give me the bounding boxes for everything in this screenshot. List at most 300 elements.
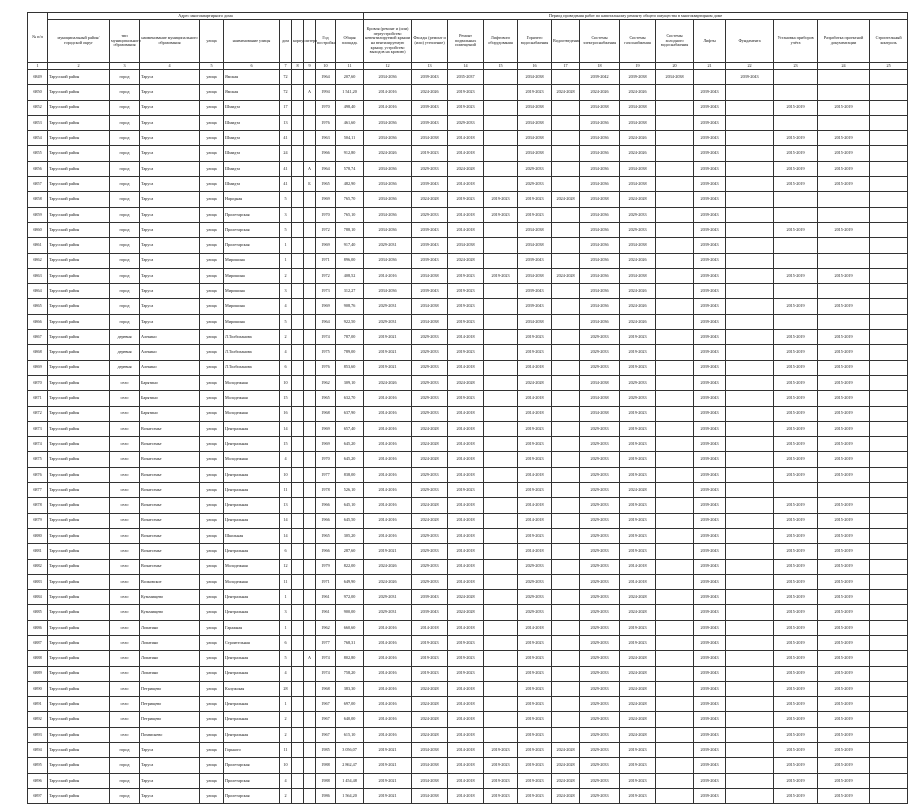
- table-cell: 2019-2023: [412, 651, 448, 666]
- table-cell: 1988: [316, 758, 336, 773]
- table-cell: 72: [280, 85, 292, 100]
- col-header-18: Системы электроснабжения: [580, 20, 620, 63]
- table-cell: 2029-2031: [364, 590, 412, 605]
- table-cell: [304, 697, 316, 712]
- table-cell: Алекино: [140, 330, 200, 345]
- table-cell: 2039-2043: [412, 238, 448, 253]
- table-cell: [292, 345, 304, 360]
- table-cell: [304, 666, 316, 681]
- table-row: [28, 559, 908, 574]
- table-cell: 660,60: [336, 620, 364, 635]
- table-cell: [552, 391, 580, 406]
- table-cell: [552, 712, 580, 727]
- table-cell: 6849: [28, 70, 48, 85]
- table-cell: Тарусский район: [48, 299, 110, 314]
- table-cell: 2: [280, 788, 292, 803]
- table-cell: [656, 330, 694, 345]
- table-row: [28, 161, 908, 176]
- table-cell: 2029-2033: [518, 177, 552, 192]
- table-cell: 6853: [28, 115, 48, 130]
- table-cell: 2015-2019: [774, 161, 818, 176]
- table-cell: 2015-2019: [774, 681, 818, 696]
- table-row: [28, 544, 908, 559]
- table-cell: Вознесенье: [140, 559, 200, 574]
- table-cell: [726, 345, 774, 360]
- table-cell: 2035-2037: [448, 70, 484, 85]
- table-cell: [774, 85, 818, 100]
- table-cell: 1976: [316, 360, 336, 375]
- table-cell: 2024-2026: [364, 574, 412, 589]
- table-cell: 2029-2033: [580, 544, 620, 559]
- table-cell: 2024-2028: [412, 421, 448, 436]
- table-cell: [870, 651, 908, 666]
- table-cell: 2039-2043: [694, 483, 726, 498]
- table-cell: 1963: [316, 131, 336, 146]
- table-cell: Шмидта: [224, 177, 280, 192]
- table-cell: [292, 467, 304, 482]
- table-cell: село: [110, 513, 140, 528]
- table-cell: 2014-2018: [448, 437, 484, 452]
- table-cell: [552, 681, 580, 696]
- table-cell: 2019-2023: [448, 314, 484, 329]
- table-cell: 2 862,47: [336, 758, 364, 773]
- table-cell: 2015-2019: [774, 574, 818, 589]
- table-cell: 2019-2023: [484, 788, 518, 803]
- table-row: [28, 788, 908, 803]
- table-cell: [552, 467, 580, 482]
- table-cell: А: [304, 85, 316, 100]
- table-row: [28, 222, 908, 237]
- table-cell: [726, 146, 774, 161]
- table-cell: 2015-2019: [774, 177, 818, 192]
- table-cell: [292, 712, 304, 727]
- table-cell: Тарусский район: [48, 528, 110, 543]
- table-cell: Петрищево: [140, 712, 200, 727]
- table-cell: [726, 620, 774, 635]
- table-cell: 645,10: [336, 498, 364, 513]
- col-header-6: наименование улицы: [224, 20, 280, 63]
- table-cell: 2039-2043: [694, 360, 726, 375]
- col-header-21: Лифты: [694, 20, 726, 63]
- table-cell: [292, 605, 304, 620]
- table-cell: [818, 207, 870, 222]
- table-cell: 2015-2019: [774, 773, 818, 788]
- table-cell: 2019-2023: [518, 651, 552, 666]
- table-cell: [484, 360, 518, 375]
- table-cell: [552, 100, 580, 115]
- col-header-22: Фундамента: [726, 20, 774, 63]
- table-cell: 2014-2018: [448, 177, 484, 192]
- table-cell: [818, 115, 870, 130]
- table-row: [28, 437, 908, 452]
- table-cell: 2034-2036: [364, 253, 412, 268]
- table-cell: село: [110, 452, 140, 467]
- table-cell: [484, 437, 518, 452]
- table-cell: 6873: [28, 421, 48, 436]
- table-cell: село: [110, 727, 140, 742]
- table-cell: 2019-2023: [620, 528, 656, 543]
- table-cell: [292, 559, 304, 574]
- table-cell: 2039-2043: [694, 207, 726, 222]
- table-cell: [818, 284, 870, 299]
- table-cell: 2019-2023: [620, 544, 656, 559]
- table-cell: 3: [280, 207, 292, 222]
- table-cell: 2019-2023: [518, 666, 552, 681]
- table-cell: [552, 605, 580, 620]
- table-cell: 2034-2038: [620, 100, 656, 115]
- table-cell: 2029-2033: [448, 115, 484, 130]
- table-cell: 1977: [316, 635, 336, 650]
- table-cell: 2014-2016: [364, 712, 412, 727]
- table-cell: улица: [200, 253, 224, 268]
- table-cell: 912,80: [336, 146, 364, 161]
- table-cell: Тарусский район: [48, 131, 110, 146]
- table-cell: 2019-2023: [448, 284, 484, 299]
- table-row: [28, 635, 908, 650]
- table-cell: 2039-2043: [694, 758, 726, 773]
- table-cell: 2034-2036: [580, 299, 620, 314]
- table-cell: [484, 100, 518, 115]
- table-cell: [870, 131, 908, 146]
- col-number-13: 13: [412, 63, 448, 70]
- table-cell: [484, 253, 518, 268]
- table-cell: 2015-2019: [818, 605, 870, 620]
- table-cell: [304, 238, 316, 253]
- table-row: [28, 590, 908, 605]
- table-cell: Центральная: [224, 498, 280, 513]
- col-number-18: 18: [580, 63, 620, 70]
- table-cell: 2029-2033: [518, 574, 552, 589]
- table-cell: [870, 406, 908, 421]
- table-cell: 6896: [28, 773, 48, 788]
- table-cell: 2015-2019: [818, 712, 870, 727]
- table-cell: [552, 161, 580, 176]
- table-cell: 2039-2043: [412, 115, 448, 130]
- table-cell: 526,10: [336, 483, 364, 498]
- table-cell: 408,52: [336, 268, 364, 283]
- table-cell: [552, 590, 580, 605]
- table-cell: 12: [280, 559, 292, 574]
- table-cell: 2029-2033: [412, 406, 448, 421]
- table-cell: [726, 681, 774, 696]
- table-cell: Вознесенье: [140, 437, 200, 452]
- table-cell: 2039-2043: [694, 574, 726, 589]
- table-cell: 2014-2016: [364, 100, 412, 115]
- table-cell: [774, 314, 818, 329]
- table-cell: 6881: [28, 544, 48, 559]
- table-cell: 908,76: [336, 299, 364, 314]
- table-cell: [726, 758, 774, 773]
- table-cell: 2034-2038: [620, 115, 656, 130]
- table-cell: 6868: [28, 345, 48, 360]
- table-cell: 2014-2018: [448, 452, 484, 467]
- table-cell: 504,11: [336, 131, 364, 146]
- table-cell: 2014-2018: [518, 620, 552, 635]
- table-cell: Вознесенье: [140, 498, 200, 513]
- table-cell: [484, 605, 518, 620]
- table-cell: улица: [200, 421, 224, 436]
- table-cell: 2015-2019: [774, 513, 818, 528]
- table-cell: 1961: [316, 590, 336, 605]
- table-cell: Таруса: [140, 238, 200, 253]
- table-cell: Вознесенье: [140, 513, 200, 528]
- table-cell: 2039-2043: [694, 697, 726, 712]
- table-cell: 2039-2043: [694, 620, 726, 635]
- table-cell: село: [110, 712, 140, 727]
- table-cell: 2034-2038: [518, 222, 552, 237]
- table-cell: Центральная: [224, 421, 280, 436]
- table-cell: [552, 345, 580, 360]
- col-number-23: 23: [774, 63, 818, 70]
- table-cell: 1969: [316, 437, 336, 452]
- table-cell: 6888: [28, 651, 48, 666]
- table-cell: 2015-2019: [818, 146, 870, 161]
- table-cell: 2015-2019: [818, 590, 870, 605]
- table-cell: [870, 666, 908, 681]
- table-cell: 2039-2043: [694, 85, 726, 100]
- table-cell: 2039-2043: [694, 131, 726, 146]
- table-cell: [726, 437, 774, 452]
- table-cell: 2024-2026: [620, 314, 656, 329]
- table-cell: 2024-2026: [620, 131, 656, 146]
- table-cell: [726, 253, 774, 268]
- table-cell: улица: [200, 146, 224, 161]
- table-cell: [870, 238, 908, 253]
- table-cell: [304, 788, 316, 803]
- table-cell: 2039-2043: [694, 590, 726, 605]
- table-cell: 14: [280, 421, 292, 436]
- table-cell: 2019-2023: [484, 192, 518, 207]
- table-cell: 2039-2043: [694, 161, 726, 176]
- table-cell: 6879: [28, 513, 48, 528]
- table-cell: город: [110, 238, 140, 253]
- table-cell: 1967: [316, 697, 336, 712]
- table-cell: 2034-2036: [364, 284, 412, 299]
- table-cell: [304, 544, 316, 559]
- table-cell: 2034-2038: [580, 391, 620, 406]
- table-cell: 6893: [28, 727, 48, 742]
- table-cell: [870, 681, 908, 696]
- table-cell: 2029-2033: [620, 375, 656, 390]
- table-cell: 2019-2023: [620, 421, 656, 436]
- table-cell: 6889: [28, 666, 48, 681]
- table-cell: 2039-2043: [412, 177, 448, 192]
- table-cell: 1985: [316, 743, 336, 758]
- table-cell: 2029-2033: [580, 345, 620, 360]
- table-cell: 788,10: [336, 222, 364, 237]
- table-cell: 6864: [28, 284, 48, 299]
- table-cell: [292, 528, 304, 543]
- table-cell: [656, 314, 694, 329]
- table-cell: 2039-2043: [694, 651, 726, 666]
- table-cell: [484, 498, 518, 513]
- table-cell: 2014-2018: [448, 131, 484, 146]
- table-cell: 2014-2016: [364, 452, 412, 467]
- table-cell: [656, 360, 694, 375]
- table-row: [28, 483, 908, 498]
- table-cell: 1971: [316, 253, 336, 268]
- table-cell: 2024-2026: [620, 284, 656, 299]
- table-cell: 6862: [28, 253, 48, 268]
- table-cell: [292, 574, 304, 589]
- table-cell: 2014-2016: [364, 391, 412, 406]
- table-cell: улица: [200, 544, 224, 559]
- table-cell: 2015-2019: [818, 681, 870, 696]
- table-cell: 2019-2023: [448, 483, 484, 498]
- table-cell: 2034-2036: [580, 238, 620, 253]
- table-cell: [292, 635, 304, 650]
- table-cell: Центральная: [224, 605, 280, 620]
- table-cell: 2014-2018: [518, 467, 552, 482]
- table-cell: [726, 605, 774, 620]
- table-cell: [292, 360, 304, 375]
- table-cell: Шмидта: [224, 161, 280, 176]
- table-cell: 2024-2028: [412, 192, 448, 207]
- table-cell: [552, 666, 580, 681]
- table-cell: [656, 131, 694, 146]
- table-cell: 2014-2018: [448, 620, 484, 635]
- table-cell: город: [110, 192, 140, 207]
- table-cell: 2019-2023: [484, 758, 518, 773]
- table-cell: 2039-2043: [694, 375, 726, 390]
- col-header-10: Год постройки: [316, 20, 336, 63]
- table-cell: Тарусский район: [48, 574, 110, 589]
- table-cell: 2015-2019: [818, 559, 870, 574]
- table-cell: 2034-2038: [580, 406, 620, 421]
- table-cell: 2029-2033: [580, 727, 620, 742]
- table-cell: [656, 146, 694, 161]
- table-cell: 6869: [28, 360, 48, 375]
- table-cell: улица: [200, 666, 224, 681]
- table-cell: 789,00: [336, 345, 364, 360]
- table-cell: [292, 268, 304, 283]
- table-cell: 2039-2043: [412, 222, 448, 237]
- table-cell: улица: [200, 391, 224, 406]
- col-number-2: 2: [48, 63, 110, 70]
- table-cell: 2039-2043: [694, 299, 726, 314]
- table-cell: [726, 528, 774, 543]
- table-cell: 2029-2033: [412, 391, 448, 406]
- col-header-2: муниципальный район/городской округ: [48, 20, 110, 63]
- table-cell: 2029-2033: [412, 161, 448, 176]
- table-row: [28, 284, 908, 299]
- table-row: [28, 253, 908, 268]
- table-cell: 2015-2019: [774, 697, 818, 712]
- table-row: [28, 314, 908, 329]
- table-cell: 2: [280, 268, 292, 283]
- table-cell: 1: [280, 238, 292, 253]
- table-cell: [292, 238, 304, 253]
- table-cell: [484, 651, 518, 666]
- table-cell: улица: [200, 727, 224, 742]
- col-header-16: Горячего водоснабжения: [518, 20, 552, 63]
- table-cell: 2024-2028: [448, 253, 484, 268]
- table-cell: Вознесенье: [140, 421, 200, 436]
- table-cell: 2034-2036: [580, 284, 620, 299]
- table-cell: 2015-2019: [774, 498, 818, 513]
- table-cell: Тарусский район: [48, 330, 110, 345]
- table-cell: [656, 743, 694, 758]
- table-cell: [292, 743, 304, 758]
- table-cell: [304, 590, 316, 605]
- table-cell: 3: [280, 284, 292, 299]
- table-cell: 2019-2023: [448, 635, 484, 650]
- table-cell: 2029-2033: [620, 222, 656, 237]
- table-cell: 1969: [316, 299, 336, 314]
- table-cell: улица: [200, 360, 224, 375]
- table-cell: улица: [200, 85, 224, 100]
- table-cell: 11: [280, 574, 292, 589]
- table-cell: 2019-2023: [448, 345, 484, 360]
- col-number-14: 14: [448, 63, 484, 70]
- col-number-21: 21: [694, 63, 726, 70]
- table-cell: 2034-2038: [412, 758, 448, 773]
- table-cell: 2015-2019: [774, 421, 818, 436]
- table-cell: 2039-2043: [726, 70, 774, 85]
- table-cell: 3: [280, 605, 292, 620]
- table-cell: 1969: [316, 421, 336, 436]
- table-cell: 1970: [316, 100, 336, 115]
- table-cell: [870, 788, 908, 803]
- table-cell: [304, 421, 316, 436]
- table-row: [28, 743, 908, 758]
- table-cell: [304, 498, 316, 513]
- table-cell: село: [110, 559, 140, 574]
- table-cell: 6871: [28, 391, 48, 406]
- table-cell: 2029-2033: [580, 651, 620, 666]
- table-cell: Вознесенье: [140, 544, 200, 559]
- table-cell: Молодежная: [224, 452, 280, 467]
- table-cell: Тарусский район: [48, 788, 110, 803]
- table-cell: улица: [200, 207, 224, 222]
- col-number-20: 20: [656, 63, 694, 70]
- table-cell: город: [110, 758, 140, 773]
- table-cell: 2029-2033: [580, 330, 620, 345]
- table-cell: 3 056,07: [336, 743, 364, 758]
- table-cell: [726, 590, 774, 605]
- table-cell: [484, 345, 518, 360]
- table-cell: 2019-2023: [620, 635, 656, 650]
- table-cell: 4: [280, 666, 292, 681]
- table-cell: [726, 238, 774, 253]
- table-cell: 6877: [28, 483, 48, 498]
- table-cell: 2015-2019: [818, 651, 870, 666]
- table-cell: 2015-2019: [818, 513, 870, 528]
- table-cell: [656, 115, 694, 130]
- table-cell: 2029-2031: [364, 299, 412, 314]
- table-cell: 2034-2036: [580, 131, 620, 146]
- table-cell: [656, 513, 694, 528]
- table-cell: [818, 253, 870, 268]
- table-cell: 10: [280, 375, 292, 390]
- table-cell: [304, 574, 316, 589]
- table-cell: [552, 406, 580, 421]
- table-cell: [484, 681, 518, 696]
- table-cell: 2034-2036: [580, 253, 620, 268]
- table-cell: деревня: [110, 330, 140, 345]
- table-cell: [726, 375, 774, 390]
- table-cell: город: [110, 115, 140, 130]
- table-cell: 2029-2033: [412, 467, 448, 482]
- table-cell: улица: [200, 620, 224, 635]
- table-cell: 2039-2042: [580, 70, 620, 85]
- table-cell: 5: [280, 314, 292, 329]
- table-cell: 2014-2018: [448, 467, 484, 482]
- table-cell: 2015-2019: [818, 727, 870, 742]
- table-cell: 15: [280, 437, 292, 452]
- table-cell: 2015-2019: [818, 620, 870, 635]
- col-number-1: 1: [28, 63, 48, 70]
